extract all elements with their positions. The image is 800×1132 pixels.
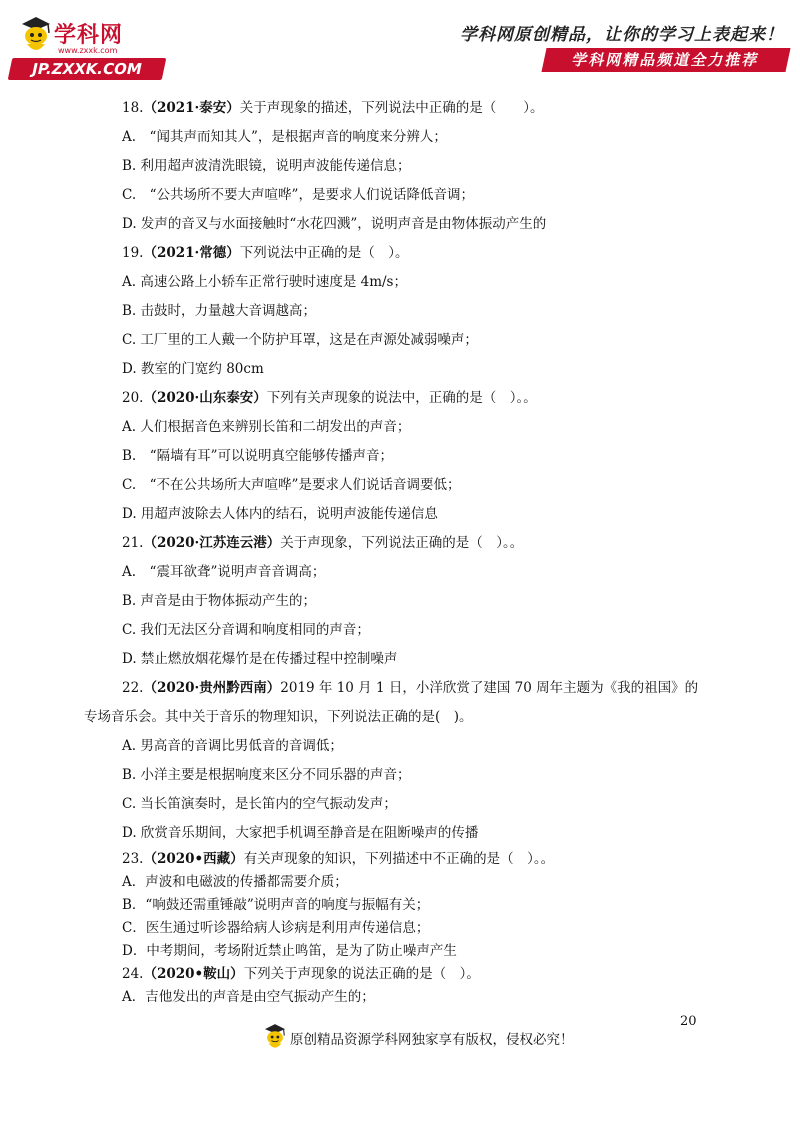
question-stem	[122, 963, 712, 986]
option-a: A. 高速公路上小轿车正常行驶时速度是 4m/s；	[122, 274, 407, 290]
question-number: 24.	[122, 966, 144, 982]
option-a: A. “震耳欲聋”说明声音音调高；	[122, 564, 326, 580]
question-source-tag: （2021·泰安）	[143, 100, 240, 116]
question-number: 22.	[122, 680, 144, 696]
question-stem	[122, 529, 712, 558]
header-slogan: 学科网原创精品，让你的学习上表起来！	[460, 25, 784, 45]
option-c: C. “不在公共场所大声喧哗”是要求人们说话音调要低；	[122, 477, 461, 493]
mascot-icon	[18, 14, 54, 56]
question-24	[122, 963, 712, 1009]
question-stem	[122, 94, 712, 123]
page-number: 20	[680, 1014, 697, 1029]
question-source-tag: （2021·常德）	[143, 245, 240, 261]
option-d: D. 用超声波除去人体内的结石，说明声波能传递信息	[122, 506, 438, 522]
question-22	[84, 674, 712, 848]
question-20	[122, 384, 712, 529]
option-c: C. 我们无法区分音调和响度相同的声音；	[122, 622, 370, 638]
option-a: A. 人们根据音色来辨别长笛和二胡发出的声音；	[122, 419, 411, 435]
zxxk-logo[interactable]	[8, 12, 166, 82]
question-text: 关于声现象，下列说法正确的是（ ）。。	[280, 535, 524, 551]
question-21	[122, 529, 712, 674]
option-b: B．“响鼓还需重锤敲”说明声音的响度与振幅有关；	[122, 897, 430, 913]
question-text: 下列关于声现象的说法正确的是（ ）。	[243, 966, 480, 982]
question-source-tag: （2020·江苏连云港）	[143, 535, 281, 551]
question-source-tag: （2020·贵州黔西南）	[143, 680, 281, 696]
option-a: A. 男高音的音调比男低音的音调低；	[122, 738, 343, 754]
option-b: B. 声音是由于物体振动产生的；	[122, 593, 317, 609]
mascot-icon	[262, 1022, 288, 1052]
question-source-tag: （2020•西藏）	[143, 851, 244, 867]
option-d: D. 教室的门宽约 80cm	[122, 361, 264, 377]
logo-url-badge: JP.ZXXK.COM	[8, 58, 167, 80]
question-number: 20.	[122, 390, 144, 406]
option-b: B. 小洋主要是根据响度来区分不同乐器的声音；	[122, 767, 411, 783]
option-b: B. 利用超声波清洗眼镜，说明声波能传递信息；	[122, 158, 411, 174]
question-text: 关于声现象的描述，下列说法中正确的是（ ）。	[239, 100, 544, 116]
question-stem	[122, 239, 712, 268]
page-header	[0, 0, 800, 90]
copyright-notice: 原创精品资源学科网独家享有版权，侵权必究！	[290, 1032, 574, 1048]
option-b: B. 击鼓时，力量越大音调越高；	[122, 303, 317, 319]
option-b: B. “隔墙有耳”可以说明真空能够传播声音；	[122, 448, 394, 464]
option-c: C．医生通过听诊器给病人诊病是利用声传递信息；	[122, 920, 430, 936]
option-d: D. 禁止燃放烟花爆竹是在传播过程中控制噪声	[122, 651, 398, 667]
option-c: C. 工厂里的工人戴一个防护耳罩，这是在声源处减弱噪声；	[122, 332, 478, 348]
question-23	[122, 848, 712, 963]
question-text: 下列说法中正确的是（ ）。	[239, 245, 409, 261]
question-list	[84, 94, 712, 1009]
logo-subtitle: www.zxxk.com	[58, 46, 118, 55]
question-stem	[122, 848, 712, 871]
question-source-tag: （2020·山东泰安）	[143, 390, 267, 406]
option-c: C. 当长笛演奏时，是长笛内的空气振动发声；	[122, 796, 397, 812]
channel-banner: 学科网精品频道全力推荐	[541, 48, 790, 72]
option-d: D．中考期间，考场附近禁止鸣笛，是为了防止噪声产生	[122, 943, 457, 959]
question-text-continued: 专场音乐会。其中关于音乐的物理知识，下列说法正确的是( )。	[84, 709, 473, 725]
question-number: 19.	[122, 245, 144, 261]
question-number: 23.	[122, 851, 144, 867]
option-c: C. “公共场所不要大声喧哗”，是要求人们说话降低音调；	[122, 187, 474, 203]
question-18	[122, 94, 712, 239]
option-a: A．吉他发出的声音是由空气振动产生的；	[122, 989, 375, 1005]
option-a: A．声波和电磁波的传播都需要介质；	[122, 874, 348, 890]
question-text: 2019 年 10 月 1 日，小洋欣赏了建国 70 周年主题为《我的祖国》的	[280, 680, 699, 696]
question-text: 下列有关声现象的说法中，正确的是（ ）。。	[266, 390, 537, 406]
question-text: 有关声现象的知识，下列描述中不正确的是（ ）。。	[243, 851, 555, 867]
question-19	[122, 239, 712, 384]
question-number: 21.	[122, 535, 144, 551]
logo-title: 学科网	[54, 23, 124, 48]
option-d: D. 发声的音叉与水面接触时“水花四溅”，说明声音是由物体振动产生的	[122, 216, 547, 232]
option-d: D. 欣赏音乐期间，大家把手机调至静音是在阻断噪声的传播	[122, 825, 479, 841]
question-source-tag: （2020•鞍山）	[143, 966, 244, 982]
question-number: 18.	[122, 100, 144, 116]
option-a: A. “闻其声而知其人”，是根据声音的响度来分辨人；	[122, 129, 447, 145]
question-stem	[122, 674, 712, 703]
question-stem	[122, 384, 712, 413]
